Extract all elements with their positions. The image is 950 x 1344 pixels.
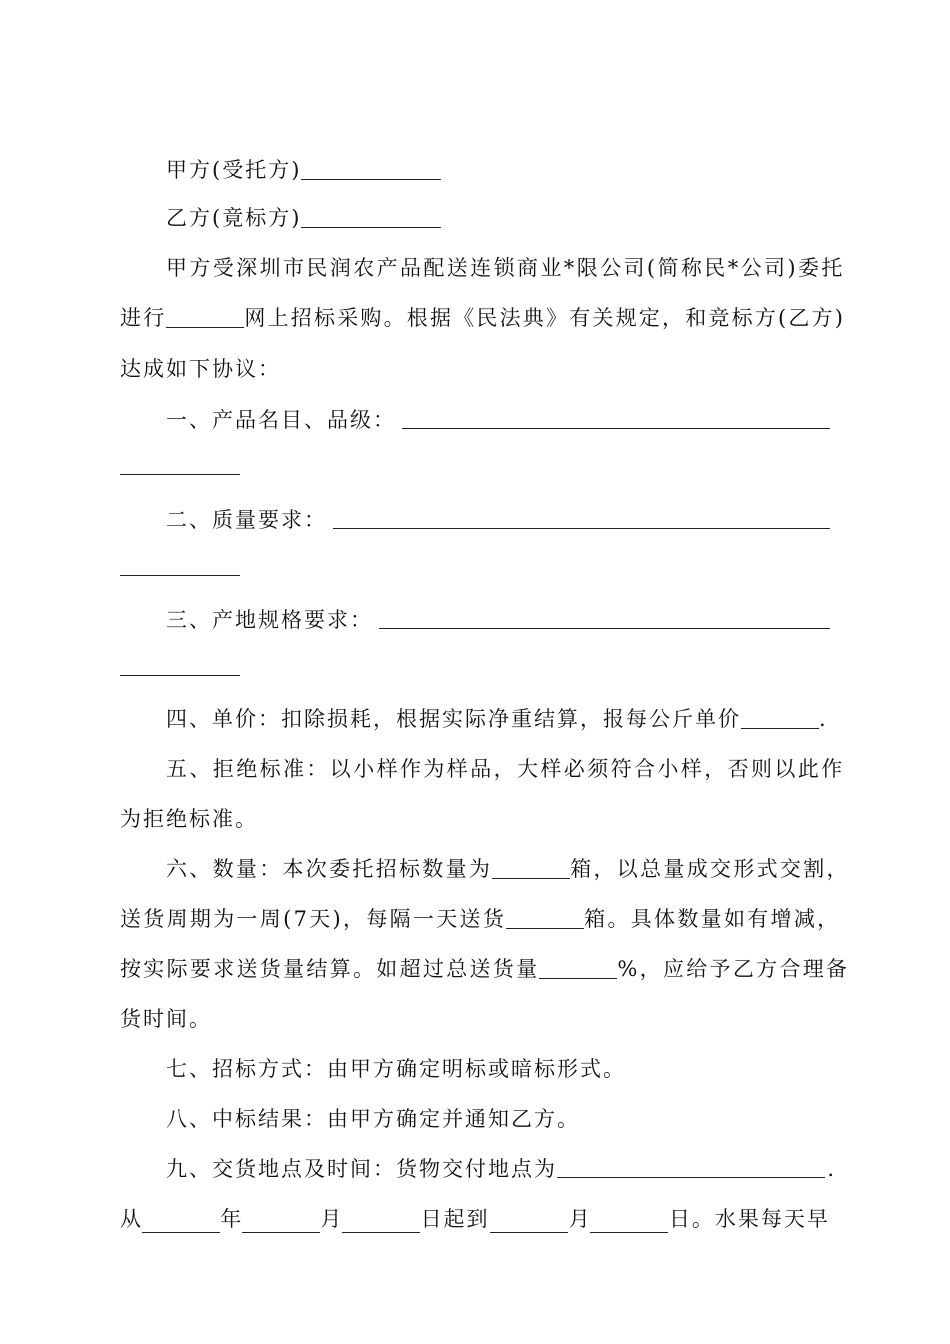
end-month-blank[interactable]	[490, 1210, 568, 1233]
intro-text-1: 甲方受深圳市民润农产品配送连锁商业*限公司(简称民*公司)委托	[166, 256, 845, 280]
item-2-label: 二、质量要求：	[166, 508, 327, 532]
start-year-blank[interactable]	[142, 1210, 220, 1233]
item-4-period: .	[819, 707, 828, 731]
item-9-month: 月	[320, 1207, 342, 1231]
item-2-blank-continued[interactable]	[120, 575, 240, 576]
item-9-line-2	[120, 1205, 830, 1233]
end-day-blank[interactable]	[590, 1210, 668, 1233]
item-4-text: 四、单价：扣除损耗，根据实际净重结算，报每公斤单价	[166, 707, 741, 731]
item-6-text-2b: 箱。具体数量如有增减，	[584, 907, 841, 931]
party-b-line	[166, 204, 441, 232]
item-7-line	[166, 1055, 626, 1083]
item-6-text-3a: 按实际要求送货量结算。如超过总送货量	[120, 957, 540, 981]
party-b-blank[interactable]	[301, 205, 441, 228]
item-9-tail: 日。水果每天早	[668, 1207, 830, 1231]
item-1-line	[166, 406, 830, 434]
item-6-text-3b: %，应给予乙方合理备	[617, 957, 850, 981]
item-6-line-3	[120, 955, 849, 983]
item-5-text-1: 五、拒绝标准：以小样作为样品，大样必须符合小样，否则以此作	[166, 757, 845, 781]
item-2-line	[166, 506, 830, 534]
delivery-location-blank[interactable]	[557, 1177, 825, 1178]
party-a-blank[interactable]	[301, 157, 441, 180]
party-a-line	[166, 156, 441, 184]
intro-line-2	[120, 304, 846, 332]
item-8-line	[166, 1105, 580, 1133]
item-5-line-2	[120, 805, 258, 833]
item-3-blank-continued[interactable]	[120, 675, 240, 676]
party-a-label: 甲方(受托方)	[166, 158, 302, 182]
item-9-text-1a: 九、交货地点及时间：货物交付地点为	[166, 1157, 557, 1181]
item-2-blank[interactable]	[333, 528, 830, 529]
item-4-line	[166, 705, 828, 733]
item-9-day-to: 日起到	[420, 1207, 490, 1231]
item-8-text: 八、中标结果：由甲方确定并通知乙方。	[166, 1107, 580, 1131]
item-5-text-2: 为拒绝标准。	[120, 807, 258, 831]
procurement-item-blank[interactable]	[166, 305, 244, 328]
item-5-line-1	[166, 755, 845, 783]
item-6-text-1a: 六、数量：本次委托招标数量为	[166, 857, 493, 881]
intro-line-3	[120, 355, 281, 383]
intro-text-3: 达成如下协议：	[120, 357, 281, 381]
item-6-text-2a: 送货周期为一周(7天)，每隔一天送货	[120, 907, 507, 931]
item-9-period: .	[827, 1157, 836, 1181]
item-3-label: 三、产地规格要求：	[166, 608, 373, 632]
item-1-blank-continued[interactable]	[120, 474, 240, 475]
item-9-year: 年	[220, 1207, 242, 1231]
party-b-label: 乙方(竟标方)	[166, 206, 302, 230]
item-7-text: 七、招标方式：由甲方确定明标或暗标形式。	[166, 1057, 626, 1081]
start-day-blank[interactable]	[342, 1210, 420, 1233]
item-6-text-1b: 箱，以总量成交形式交割，	[570, 857, 850, 881]
item-9-line-1	[166, 1155, 836, 1183]
item-1-blank[interactable]	[402, 428, 830, 429]
item-6-line-1	[166, 855, 850, 883]
item-3-line	[166, 606, 830, 634]
intro-line-1	[166, 254, 845, 282]
item-6-text-4: 货时间。	[120, 1007, 212, 1031]
quantity-total-blank[interactable]	[492, 856, 570, 879]
item-3-blank[interactable]	[379, 628, 830, 629]
item-1-label: 一、产品名目、品级：	[166, 408, 396, 432]
item-9-from: 从	[120, 1207, 141, 1231]
excess-percent-blank[interactable]	[539, 956, 617, 979]
item-9-month-2: 月	[568, 1207, 590, 1231]
item-6-line-2	[120, 905, 840, 933]
intro-text-2a: 进行	[120, 306, 167, 330]
quantity-per-delivery-blank[interactable]	[506, 906, 584, 929]
unit-price-blank[interactable]	[741, 706, 819, 729]
start-month-blank[interactable]	[242, 1210, 320, 1233]
intro-text-2b: 网上招标采购。根据《民法典》有关规定，和竞标方(乙方)	[244, 306, 846, 330]
item-6-line-4	[120, 1005, 212, 1033]
